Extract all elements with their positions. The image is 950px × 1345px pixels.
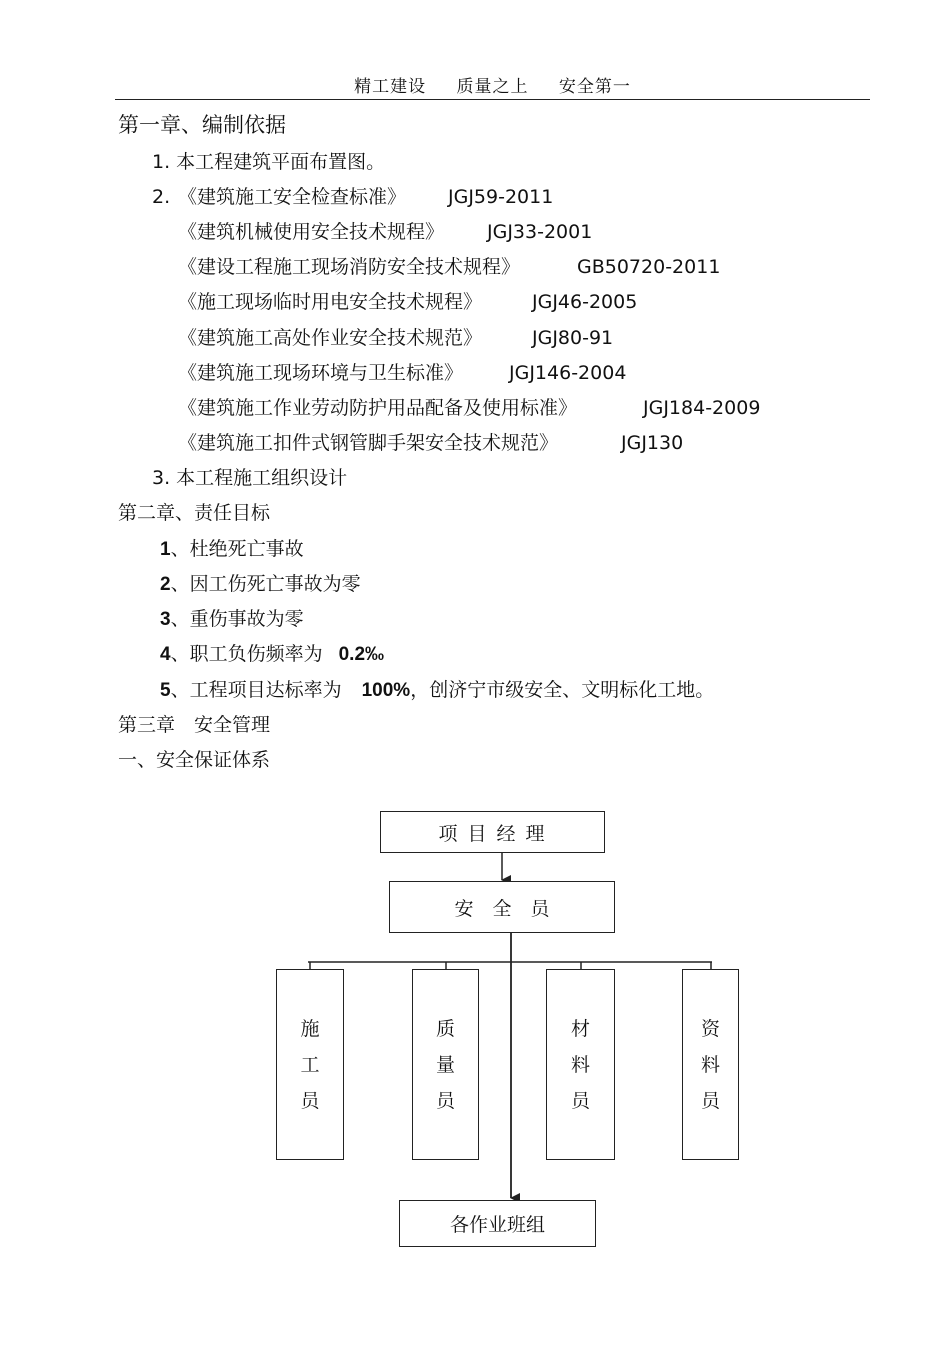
goal-5-text: 、工程项目达标率为 (170, 679, 342, 701)
chapter1-item3: 3. 本工程施工组织设计 (152, 467, 348, 489)
header-slogan-1: 精工建设 (354, 77, 427, 97)
goal-4-text: 、职工负伤频率为 (170, 643, 323, 665)
org-box-documentation-officer (682, 969, 739, 1160)
org-role-3-char-1: 材 (570, 1017, 590, 1040)
org-box-construction-officer (276, 969, 344, 1160)
org-role-4-char-2: 料 (700, 1053, 720, 1076)
standard-name-7: 《建筑施工作业劳动防护用品配备及使用标准》 (178, 397, 578, 419)
goal-1-number: 1 (160, 539, 171, 560)
header-slogan-2: 质量之上 (456, 77, 529, 97)
standard-code-4: JGJ46-2005 (532, 291, 638, 313)
chapter1-title: 第一章、编制依据 (118, 113, 286, 137)
standard-code-2: JGJ33-2001 (487, 221, 593, 243)
goal-2-number: 2 (160, 574, 171, 595)
goal-4 (160, 641, 384, 668)
header-slogan-3: 安全第一 (558, 77, 631, 97)
standard-code-1: JGJ59-2011 (448, 186, 554, 208)
goal-5-value: 100% (361, 680, 411, 701)
goal-3-number: 3 (160, 609, 171, 630)
goal-3 (160, 606, 304, 633)
goal-1-text: 、杜绝死亡事故 (170, 538, 304, 560)
standard-name-6: 《建筑施工现场环境与卫生标准》 (178, 362, 464, 384)
goal-5-number: 5 (160, 680, 171, 701)
header-divider (115, 99, 870, 100)
org-role-3-char-3: 员 (570, 1089, 590, 1112)
org-role-2-char-1: 质 (435, 1017, 455, 1040)
chapter3-title: 第三章 安全管理 (118, 714, 271, 736)
standard-code-3: GB50720-2011 (577, 256, 721, 278)
chapter1-item1: 1. 本工程建筑平面布置图。 (152, 151, 386, 173)
standard-name-2: 《建筑机械使用安全技术规程》 (178, 221, 445, 243)
org-box-safety-officer: 安 全 员 (389, 881, 615, 933)
standard-code-8: JGJ130 (621, 432, 684, 454)
org-box-quality-officer (412, 969, 479, 1160)
goal-5-tail: ，创济宁市级安全、文明标化工地。 (410, 679, 715, 701)
org-box-materials-officer (546, 969, 615, 1160)
goal-1 (160, 536, 304, 563)
org-role-1-char-3: 员 (300, 1089, 320, 1112)
standard-name-4: 《施工现场临时用电安全技术规程》 (178, 291, 483, 313)
standard-name-5: 《建筑施工高处作业安全技术规范》 (178, 327, 483, 349)
goal-4-number: 4 (160, 644, 171, 665)
standard-code-5: JGJ80-91 (532, 327, 614, 349)
org-role-4-char-1: 资 (700, 1017, 720, 1040)
chapter3-section1: 一、安全保证体系 (118, 749, 271, 771)
standard-name-3: 《建设工程施工现场消防安全技术规程》 (178, 256, 521, 278)
org-role-1-char-1: 施 (300, 1017, 320, 1040)
org-role-2-char-2: 量 (435, 1053, 455, 1076)
goal-2-text: 、因工伤死亡事故为零 (170, 573, 361, 595)
goal-2 (160, 571, 361, 598)
org-role-3-char-2: 料 (570, 1053, 590, 1076)
org-role-1-char-2: 工 (300, 1053, 320, 1076)
org-box-work-teams: 各作业班组 (399, 1200, 596, 1247)
org-role-4-char-3: 员 (700, 1089, 720, 1112)
org-role-2-char-3: 员 (435, 1089, 455, 1112)
chapter2-title: 第二章、责任目标 (118, 502, 271, 524)
standard-name-1: 《建筑施工安全检查标准》 (178, 186, 407, 208)
page-header (115, 72, 870, 97)
goal-3-text: 、重伤事故为零 (170, 608, 304, 630)
org-box-project-manager: 项 目 经 理 (380, 811, 605, 853)
standard-code-7: JGJ184-2009 (643, 397, 761, 419)
standard-name-8: 《建筑施工扣件式钢管脚手架安全技术规范》 (178, 432, 559, 454)
goal-4-value: 0.2‰ (338, 644, 385, 665)
chapter1-item2-prefix: 2. (152, 186, 171, 208)
standard-code-6: JGJ146-2004 (509, 362, 627, 384)
goal-5 (160, 677, 714, 704)
